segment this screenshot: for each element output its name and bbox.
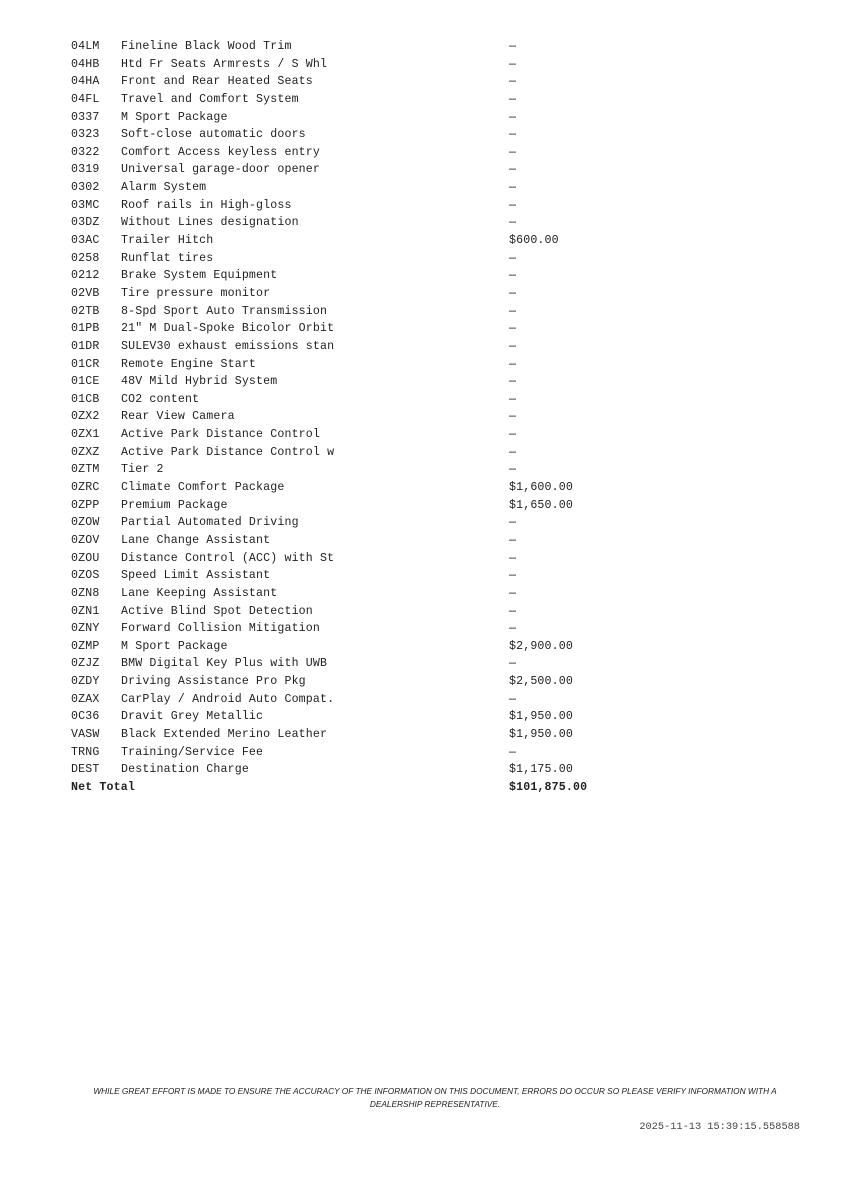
option-description: Tire pressure monitor (121, 286, 271, 300)
option-price: — (509, 198, 517, 212)
option-price: — (509, 604, 517, 618)
option-price: $1,650.00 (509, 498, 573, 512)
option-code: 0ZX2 (71, 410, 100, 424)
option-price: — (509, 445, 517, 459)
option-row (71, 338, 631, 356)
option-price: — (509, 40, 517, 53)
option-code: 0ZMP (71, 639, 100, 653)
option-code: 04HB (71, 57, 100, 71)
option-description: Fineline Black Wood Trim (121, 40, 292, 53)
option-row (71, 267, 631, 285)
option-price: — (509, 463, 517, 477)
option-price: — (509, 622, 517, 636)
options-table (71, 38, 631, 797)
option-price: — (509, 375, 517, 389)
option-row (71, 320, 631, 338)
option-description: Without Lines designation (121, 216, 299, 230)
option-description: Training/Service Fee (121, 745, 264, 759)
option-description: Dravit Grey Metallic (121, 710, 264, 724)
option-description: Htd Fr Seats Armrests / S Whl (121, 57, 328, 71)
option-code: 0ZX1 (71, 428, 100, 442)
net-total-row (71, 779, 631, 797)
option-row (71, 603, 631, 621)
option-price: — (509, 657, 517, 671)
option-code: 0ZOU (71, 551, 100, 565)
option-row (71, 744, 631, 762)
option-code: 0C36 (71, 710, 100, 724)
option-code: 02TB (71, 304, 100, 318)
option-code: 0ZDY (71, 675, 100, 689)
option-code: 01CR (71, 357, 100, 371)
option-row (71, 532, 631, 550)
option-description: Destination Charge (121, 763, 249, 777)
option-row (71, 391, 631, 409)
option-price: — (509, 251, 517, 265)
option-price: $2,900.00 (509, 639, 573, 653)
option-price: — (509, 92, 517, 106)
option-row (71, 497, 631, 515)
option-code: 01CE (71, 375, 100, 389)
option-row (71, 426, 631, 444)
option-code: 0212 (71, 269, 100, 283)
option-code: 03AC (71, 234, 100, 248)
option-description: Driving Assistance Pro Pkg (121, 675, 306, 689)
option-code: 0ZXZ (71, 445, 100, 459)
option-description: M Sport Package (121, 110, 228, 124)
option-price: — (509, 745, 517, 759)
option-code: 0ZOW (71, 516, 100, 530)
option-description: Active Park Distance Control (121, 428, 321, 442)
option-price: $1,950.00 (509, 710, 573, 724)
option-row (71, 73, 631, 91)
option-description: Comfort Access keyless entry (121, 145, 321, 159)
option-description: Active Park Distance Control w (121, 445, 335, 459)
option-description: Trailer Hitch (121, 234, 214, 248)
option-code: 0323 (71, 128, 100, 142)
option-description: Partial Automated Driving (121, 516, 299, 530)
option-description: CO2 content (121, 392, 200, 406)
option-row (71, 567, 631, 585)
option-price: — (509, 75, 517, 89)
option-description: CarPlay / Android Auto Compat. (121, 692, 335, 706)
option-description: Roof rails in High-gloss (121, 198, 292, 212)
option-description: SULEV30 exhaust emissions stan (121, 339, 335, 353)
option-code: DEST (71, 763, 100, 777)
option-price: — (509, 110, 517, 124)
option-price: — (509, 322, 517, 336)
option-price: — (509, 128, 517, 142)
option-description: Climate Comfort Package (121, 481, 285, 495)
option-description: Universal garage-door opener (121, 163, 321, 177)
option-description: 21" M Dual-Spoke Bicolor Orbit (121, 322, 335, 336)
option-row (71, 408, 631, 426)
option-row (71, 179, 631, 197)
option-code: 0322 (71, 145, 100, 159)
option-description: Runflat tires (121, 251, 214, 265)
option-code: 01CB (71, 392, 100, 406)
option-price: — (509, 569, 517, 583)
option-row (71, 655, 631, 673)
option-price: — (509, 516, 517, 530)
option-description: Distance Control (ACC) with St (121, 551, 335, 565)
option-row (71, 461, 631, 479)
option-price: — (509, 692, 517, 706)
option-code: 0302 (71, 181, 100, 195)
option-description: Travel and Comfort System (121, 92, 299, 106)
option-code: 0ZN8 (71, 586, 100, 600)
option-price: $1,175.00 (509, 763, 573, 777)
option-price: — (509, 181, 517, 195)
option-row (71, 673, 631, 691)
option-price: — (509, 286, 517, 300)
option-code: 03MC (71, 198, 100, 212)
option-row (71, 303, 631, 321)
option-price: — (509, 410, 517, 424)
option-row (71, 479, 631, 497)
option-description: Front and Rear Heated Seats (121, 75, 313, 89)
option-code: TRNG (71, 745, 100, 759)
print-timestamp: 2025-11-13 15:39:15.558588 (639, 1121, 800, 1133)
option-row (71, 373, 631, 391)
option-code: 0ZNY (71, 622, 100, 636)
option-description: Soft-close automatic doors (121, 128, 306, 142)
option-code: 0258 (71, 251, 100, 265)
option-description: Tier 2 (121, 463, 164, 477)
option-price: $1,600.00 (509, 481, 573, 495)
option-code: 03DZ (71, 216, 100, 230)
option-row (71, 126, 631, 144)
option-description: Speed Limit Assistant (121, 569, 271, 583)
option-price: — (509, 428, 517, 442)
option-price: $600.00 (509, 234, 559, 248)
option-code: 0ZOV (71, 533, 100, 547)
option-description: Forward Collision Mitigation (121, 622, 321, 636)
option-row (71, 214, 631, 232)
option-row (71, 56, 631, 74)
option-price: — (509, 163, 517, 177)
option-code: 0ZTM (71, 463, 100, 477)
option-code: 01PB (71, 322, 100, 336)
option-row (71, 91, 631, 109)
option-row (71, 761, 631, 779)
option-price: — (509, 57, 517, 71)
option-code: 04HA (71, 75, 100, 89)
option-row (71, 161, 631, 179)
option-row (71, 444, 631, 462)
option-code: 0319 (71, 163, 100, 177)
option-price: — (509, 304, 517, 318)
option-description: Black Extended Merino Leather (121, 727, 328, 741)
option-price: — (509, 586, 517, 600)
option-row (71, 638, 631, 656)
option-description: Lane Keeping Assistant (121, 586, 278, 600)
option-description: Premium Package (121, 498, 228, 512)
option-price: $2,500.00 (509, 675, 573, 689)
option-description: Rear View Camera (121, 410, 235, 424)
option-price: — (509, 533, 517, 547)
option-row (71, 285, 631, 303)
option-code: 01DR (71, 339, 100, 353)
option-code: 04LM (71, 40, 100, 53)
option-code: 0ZPP (71, 498, 100, 512)
option-row (71, 356, 631, 374)
option-description: Lane Change Assistant (121, 533, 271, 547)
option-row (71, 232, 631, 250)
option-code: 0337 (71, 110, 100, 124)
option-description: BMW Digital Key Plus with UWB (121, 657, 328, 671)
option-row (71, 620, 631, 638)
option-code: VASW (71, 727, 100, 741)
option-price: — (509, 392, 517, 406)
option-price: — (509, 269, 517, 283)
disclaimer-text: WHILE GREAT EFFORT IS MADE TO ENSURE THE ACCURACY OF THE INFORMATION ON THIS DOCUMENT, ERRORS DO OCCUR SO PLEASE VERIFY INFORMATION WITH A DEALERSHIP REPRESENTATIVE. (93, 1086, 777, 1109)
option-code: 0ZAX (71, 692, 100, 706)
option-row (71, 197, 631, 215)
option-price: $1,950.00 (509, 727, 573, 741)
option-code: 04FL (71, 92, 100, 106)
option-code: 02VB (71, 286, 100, 300)
option-description: Active Blind Spot Detection (121, 604, 313, 618)
option-row (71, 550, 631, 568)
option-description: Remote Engine Start (121, 357, 257, 371)
option-row (71, 250, 631, 268)
option-code: 0ZRC (71, 481, 100, 495)
option-description: M Sport Package (121, 639, 228, 653)
option-price: — (509, 145, 517, 159)
option-code: 0ZN1 (71, 604, 100, 618)
option-price: — (509, 551, 517, 565)
option-price: — (509, 357, 517, 371)
option-price: — (509, 339, 517, 353)
option-code: 0ZJZ (71, 657, 100, 671)
option-row (71, 514, 631, 532)
option-price: — (509, 216, 517, 230)
option-description: Alarm System (121, 181, 207, 195)
option-row (71, 144, 631, 162)
option-row (71, 585, 631, 603)
option-description: 8-Spd Sport Auto Transmission (121, 304, 328, 318)
option-row (71, 726, 631, 744)
option-description: 48V Mild Hybrid System (121, 375, 278, 389)
option-code: 0ZOS (71, 569, 100, 583)
option-row (71, 708, 631, 726)
net-total-label: Net Total (71, 780, 135, 794)
option-row (71, 38, 631, 56)
option-row (71, 691, 631, 709)
option-row (71, 109, 631, 127)
option-description: Brake System Equipment (121, 269, 278, 283)
net-total-value: $101,875.00 (509, 780, 588, 794)
